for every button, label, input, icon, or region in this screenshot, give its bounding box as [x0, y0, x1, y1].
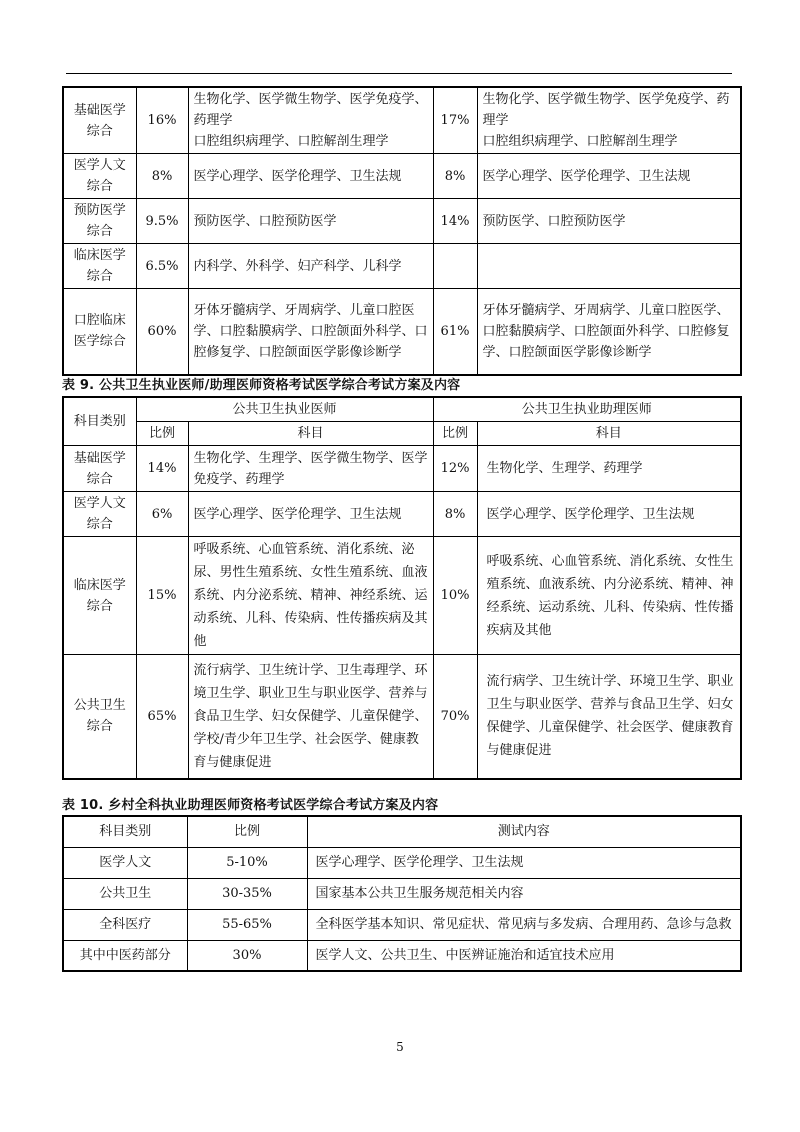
header-ratio: 比例 — [136, 422, 188, 446]
category-cell: 医学人文综合 — [63, 154, 136, 199]
ratio-cell: 5-10% — [187, 847, 307, 878]
subjects-cell: 牙体牙髓病学、牙周病学、儿童口腔医学、口腔黏膜病学、口腔颌面外科学、口腔修复学、口腔颌面医学影像诊断学 — [477, 289, 741, 375]
subjects-cell: 生物化学、医学微生物学、医学免疫学、药理学 口腔组织病理学、口腔解剖生理学 — [188, 87, 433, 154]
header-subjects: 科目 — [477, 422, 741, 446]
subjects-cell: 生物化学、生理学、药理学 — [477, 446, 741, 492]
ratio-cell: 15% — [136, 537, 188, 655]
category-cell: 口腔临床医学综合 — [63, 289, 136, 375]
ratio-cell: 14% — [433, 199, 477, 244]
category-cell: 基础医学综合 — [63, 446, 136, 492]
table-header-row — [63, 397, 741, 422]
table-row — [63, 289, 741, 375]
ratio-cell: 10% — [433, 537, 477, 655]
table-row — [63, 537, 741, 655]
table-row — [63, 154, 741, 199]
ratio-cell: 6.5% — [136, 244, 188, 289]
table-row — [63, 87, 741, 154]
subjects-cell — [477, 244, 741, 289]
subjects-cell: 呼吸系统、心血管系统、消化系统、女性生殖系统、血液系统、内分泌系统、精神、神经系统、运动系统、儿科、传染病、性传播疾病及其他 — [477, 537, 741, 655]
ratio-cell: 60% — [136, 289, 188, 375]
ratio-cell — [433, 244, 477, 289]
category-cell: 公共卫生综合 — [63, 655, 136, 779]
ratio-cell: 8% — [433, 492, 477, 537]
subjects-cell: 流行病学、卫生统计学、卫生毒理学、环境卫生学、职业卫生与职业医学、营养与食品卫生学、妇女保健学、儿童保健学、学校/青少年卫生学、社会医学、健康教育与健康促进 — [188, 655, 433, 779]
subjects-cell: 牙体牙髓病学、牙周病学、儿童口腔医学、口腔黏膜病学、口腔颌面外科学、口腔修复学、口腔颌面医学影像诊断学 — [188, 289, 433, 375]
category-cell: 医学人文综合 — [63, 492, 136, 537]
table-row — [63, 878, 741, 909]
header-content: 测试内容 — [307, 816, 741, 847]
table-row — [63, 940, 741, 971]
table-header-row — [63, 816, 741, 847]
header-subjects: 科目 — [188, 422, 433, 446]
content-cell: 全科医学基本知识、常见症状、常见病与多发病、合理用药、急诊与急救 — [307, 909, 741, 940]
page-number: 5 — [396, 1040, 404, 1054]
subjects-cell: 医学心理学、医学伦理学、卫生法规 — [188, 492, 433, 537]
header-ratio: 比例 — [187, 816, 307, 847]
ratio-cell: 16% — [136, 87, 188, 154]
table-row — [63, 199, 741, 244]
subjects-cell: 医学心理学、医学伦理学、卫生法规 — [477, 492, 741, 537]
header-group-2: 公共卫生执业助理医师 — [433, 397, 741, 422]
subjects-cell: 医学心理学、医学伦理学、卫生法规 — [188, 154, 433, 199]
ratio-cell: 55-65% — [187, 909, 307, 940]
content-cell: 医学人文、公共卫生、中医辨证施治和适宜技术应用 — [307, 940, 741, 971]
subjects-cell: 预防医学、口腔预防医学 — [188, 199, 433, 244]
category-cell: 基础医学综合 — [63, 87, 136, 154]
category-cell: 预防医学综合 — [63, 199, 136, 244]
ratio-cell: 17% — [433, 87, 477, 154]
table-row — [63, 492, 741, 537]
table-row — [63, 655, 741, 779]
ratio-cell: 70% — [433, 655, 477, 779]
ratio-cell: 9.5% — [136, 199, 188, 244]
ratio-cell: 12% — [433, 446, 477, 492]
table-row — [63, 446, 741, 492]
table-10-caption: 表 10. 乡村全科执业助理医师资格考试医学综合考试方案及内容 — [62, 798, 439, 813]
subjects-cell: 预防医学、口腔预防医学 — [477, 199, 741, 244]
ratio-cell: 6% — [136, 492, 188, 537]
category-cell: 全科医疗 — [63, 909, 187, 940]
category-cell: 临床医学综合 — [63, 537, 136, 655]
ratio-cell: 8% — [433, 154, 477, 199]
header-category: 科目类别 — [63, 397, 136, 446]
table-row — [63, 244, 741, 289]
content-cell: 医学心理学、医学伦理学、卫生法规 — [307, 847, 741, 878]
header-rule — [66, 73, 732, 74]
table-header-row — [63, 422, 741, 446]
ratio-cell: 8% — [136, 154, 188, 199]
ratio-cell: 61% — [433, 289, 477, 375]
header-group-1: 公共卫生执业医师 — [136, 397, 433, 422]
category-cell: 临床医学综合 — [63, 244, 136, 289]
table-row — [63, 847, 741, 878]
category-cell: 医学人文 — [63, 847, 187, 878]
ratio-cell: 30% — [187, 940, 307, 971]
header-ratio: 比例 — [433, 422, 477, 446]
table-8-continued — [62, 86, 742, 376]
subjects-cell: 医学心理学、医学伦理学、卫生法规 — [477, 154, 741, 199]
ratio-cell: 30-35% — [187, 878, 307, 909]
category-cell: 其中中医药部分 — [63, 940, 187, 971]
category-cell: 公共卫生 — [63, 878, 187, 909]
subjects-cell: 生物化学、生理学、医学微生物学、医学免疫学、药理学 — [188, 446, 433, 492]
subjects-cell: 呼吸系统、心血管系统、消化系统、泌尿、男性生殖系统、女性生殖系统、血液系统、内分泌系统、精神、神经系统、运动系统、儿科、传染病、性传播疾病及其他 — [188, 537, 433, 655]
ratio-cell: 14% — [136, 446, 188, 492]
table-row — [63, 909, 741, 940]
table-9 — [62, 396, 742, 780]
header-category: 科目类别 — [63, 816, 187, 847]
table-10 — [62, 815, 742, 972]
subjects-cell: 生物化学、医学微生物学、医学免疫学、药理学 口腔组织病理学、口腔解剖生理学 — [477, 87, 741, 154]
subjects-cell: 内科学、外科学、妇产科学、儿科学 — [188, 244, 433, 289]
subjects-cell: 流行病学、卫生统计学、环境卫生学、职业卫生与职业医学、营养与食品卫生学、妇女保健学、儿童保健学、社会医学、健康教育与健康促进 — [477, 655, 741, 779]
content-cell: 国家基本公共卫生服务规范相关内容 — [307, 878, 741, 909]
table-9-caption: 表 9. 公共卫生执业医师/助理医师资格考试医学综合考试方案及内容 — [62, 378, 461, 393]
ratio-cell: 65% — [136, 655, 188, 779]
